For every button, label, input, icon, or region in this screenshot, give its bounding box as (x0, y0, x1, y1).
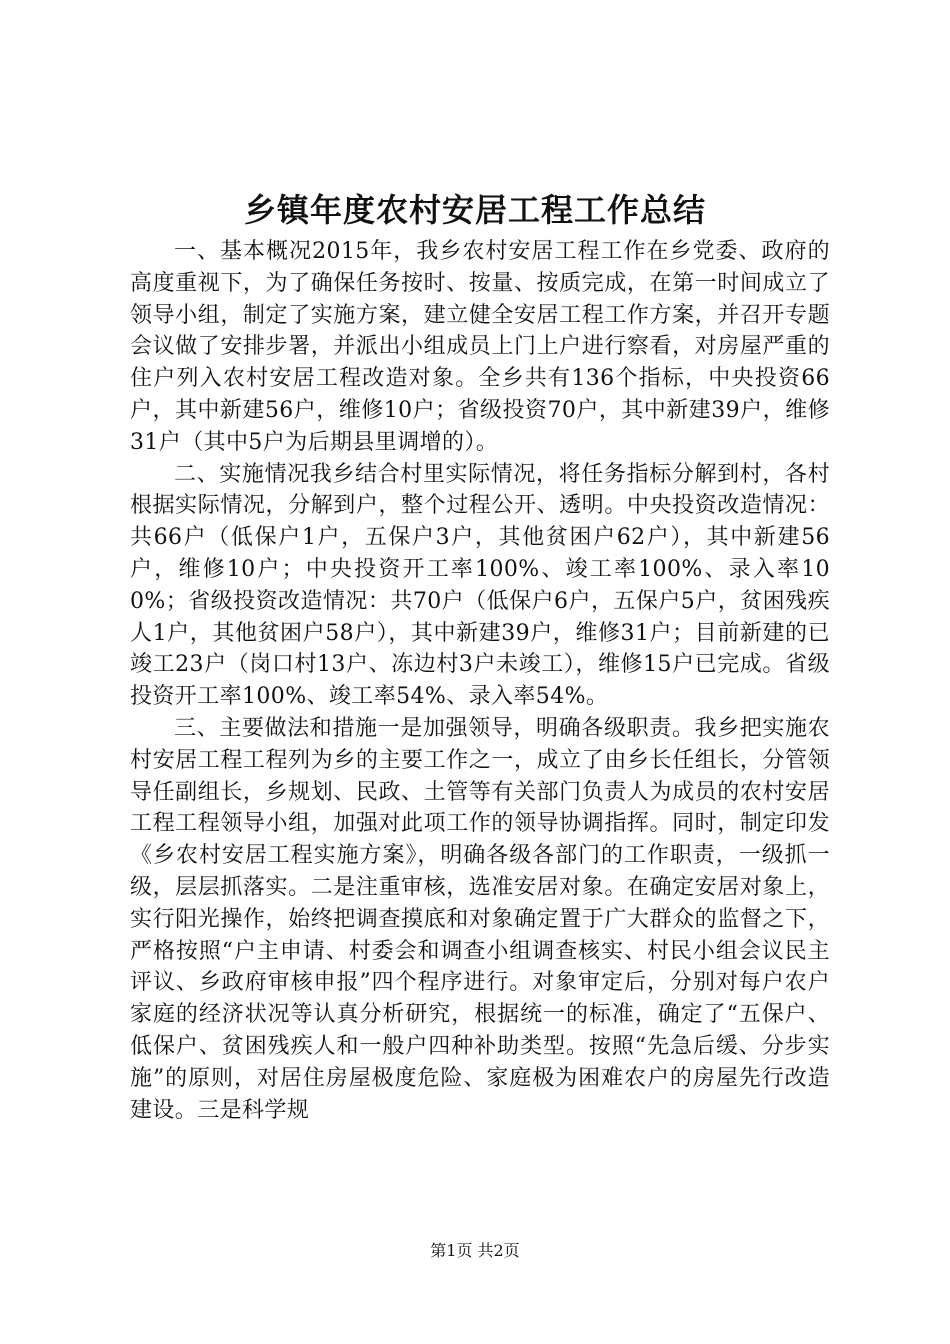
paragraph-implementation: 二、实施情况我乡结合村里实际情况，将任务指标分解到村，各村根据实际情况，分解到户，整个过程公开、透明。中央投资改造情况：共66户（低保户1户，五保户3户，其他贫困户62户），其中新建56户，维修10户；中央投资开工率100%、竣工率100%、录入率100%；省级投资改造情况：共70户（低保户6户，五保户5户，贫困残疾人1户，其他贫困户58户），其中新建39户，维修31户；目前新建的已竣工23户（岗口村13户、冻边村3户未竣工），维修15户已完成。省级投资开工率100%、竣工率54%、录入率54%。 (130, 461, 830, 710)
document-body (130, 236, 830, 1126)
page-number: 第1页 共2页 (430, 1241, 520, 1260)
page-footer (0, 1240, 950, 1262)
paragraph-measures: 三、主要做法和措施一是加强领导，明确各级职责。我乡把实施农村安居工程工程列为乡的主要工作之一，成立了由乡长任组长，分管领导任副组长，乡规划、民政、土管等有关部门负责人为成员的农村安居工程工程领导小组，加强对此项工作的领导协调指挥。同时，制定印发《乡农村安居工程实施方案》，明确各级各部门的工作职责，一级抓一级，层层抓落实。二是注重审核，选准安居对象。在确定安居对象上，实行阳光操作，始终把调查摸底和对象确定置于广大群众的监督之下，严格按照“户主申请、村委会和调查小组调查核实、村民小组会议民主评议、乡政府审核申报”四个程序进行。对象审定后，分别对每户农户家庭的经济状况等认真分析研究，根据统一的标准，确定了“五保户、低保户、贫困残疾人和一般户四种补助类型。按照“先急后缓、分步实施”的原则，对居住房屋极度危险、家庭极为困难农户的房屋先行改造建设。三是科学规 (130, 715, 830, 1123)
paragraph-basic-overview: 一、基本概况2015年，我乡农村安居工程工作在乡党委、政府的高度重视下，为了确保任务按时、按量、按质完成，在第一时间成立了领导小组，制定了实施方案，建立健全安居工程工作方案，并召开专题会议做了安排步署，并派出小组成员上门上户进行察看，对房屋严重的住户列入农村安居工程改造对象。全乡共有136个指标，中央投资66户，其中新建56户，维修10户；省级投资70户，其中新建39户，维修31户（其中5户为后期县里调增的）。 (130, 239, 830, 455)
document-title: 乡镇年度农村安居工程工作总结 (243, 191, 706, 229)
